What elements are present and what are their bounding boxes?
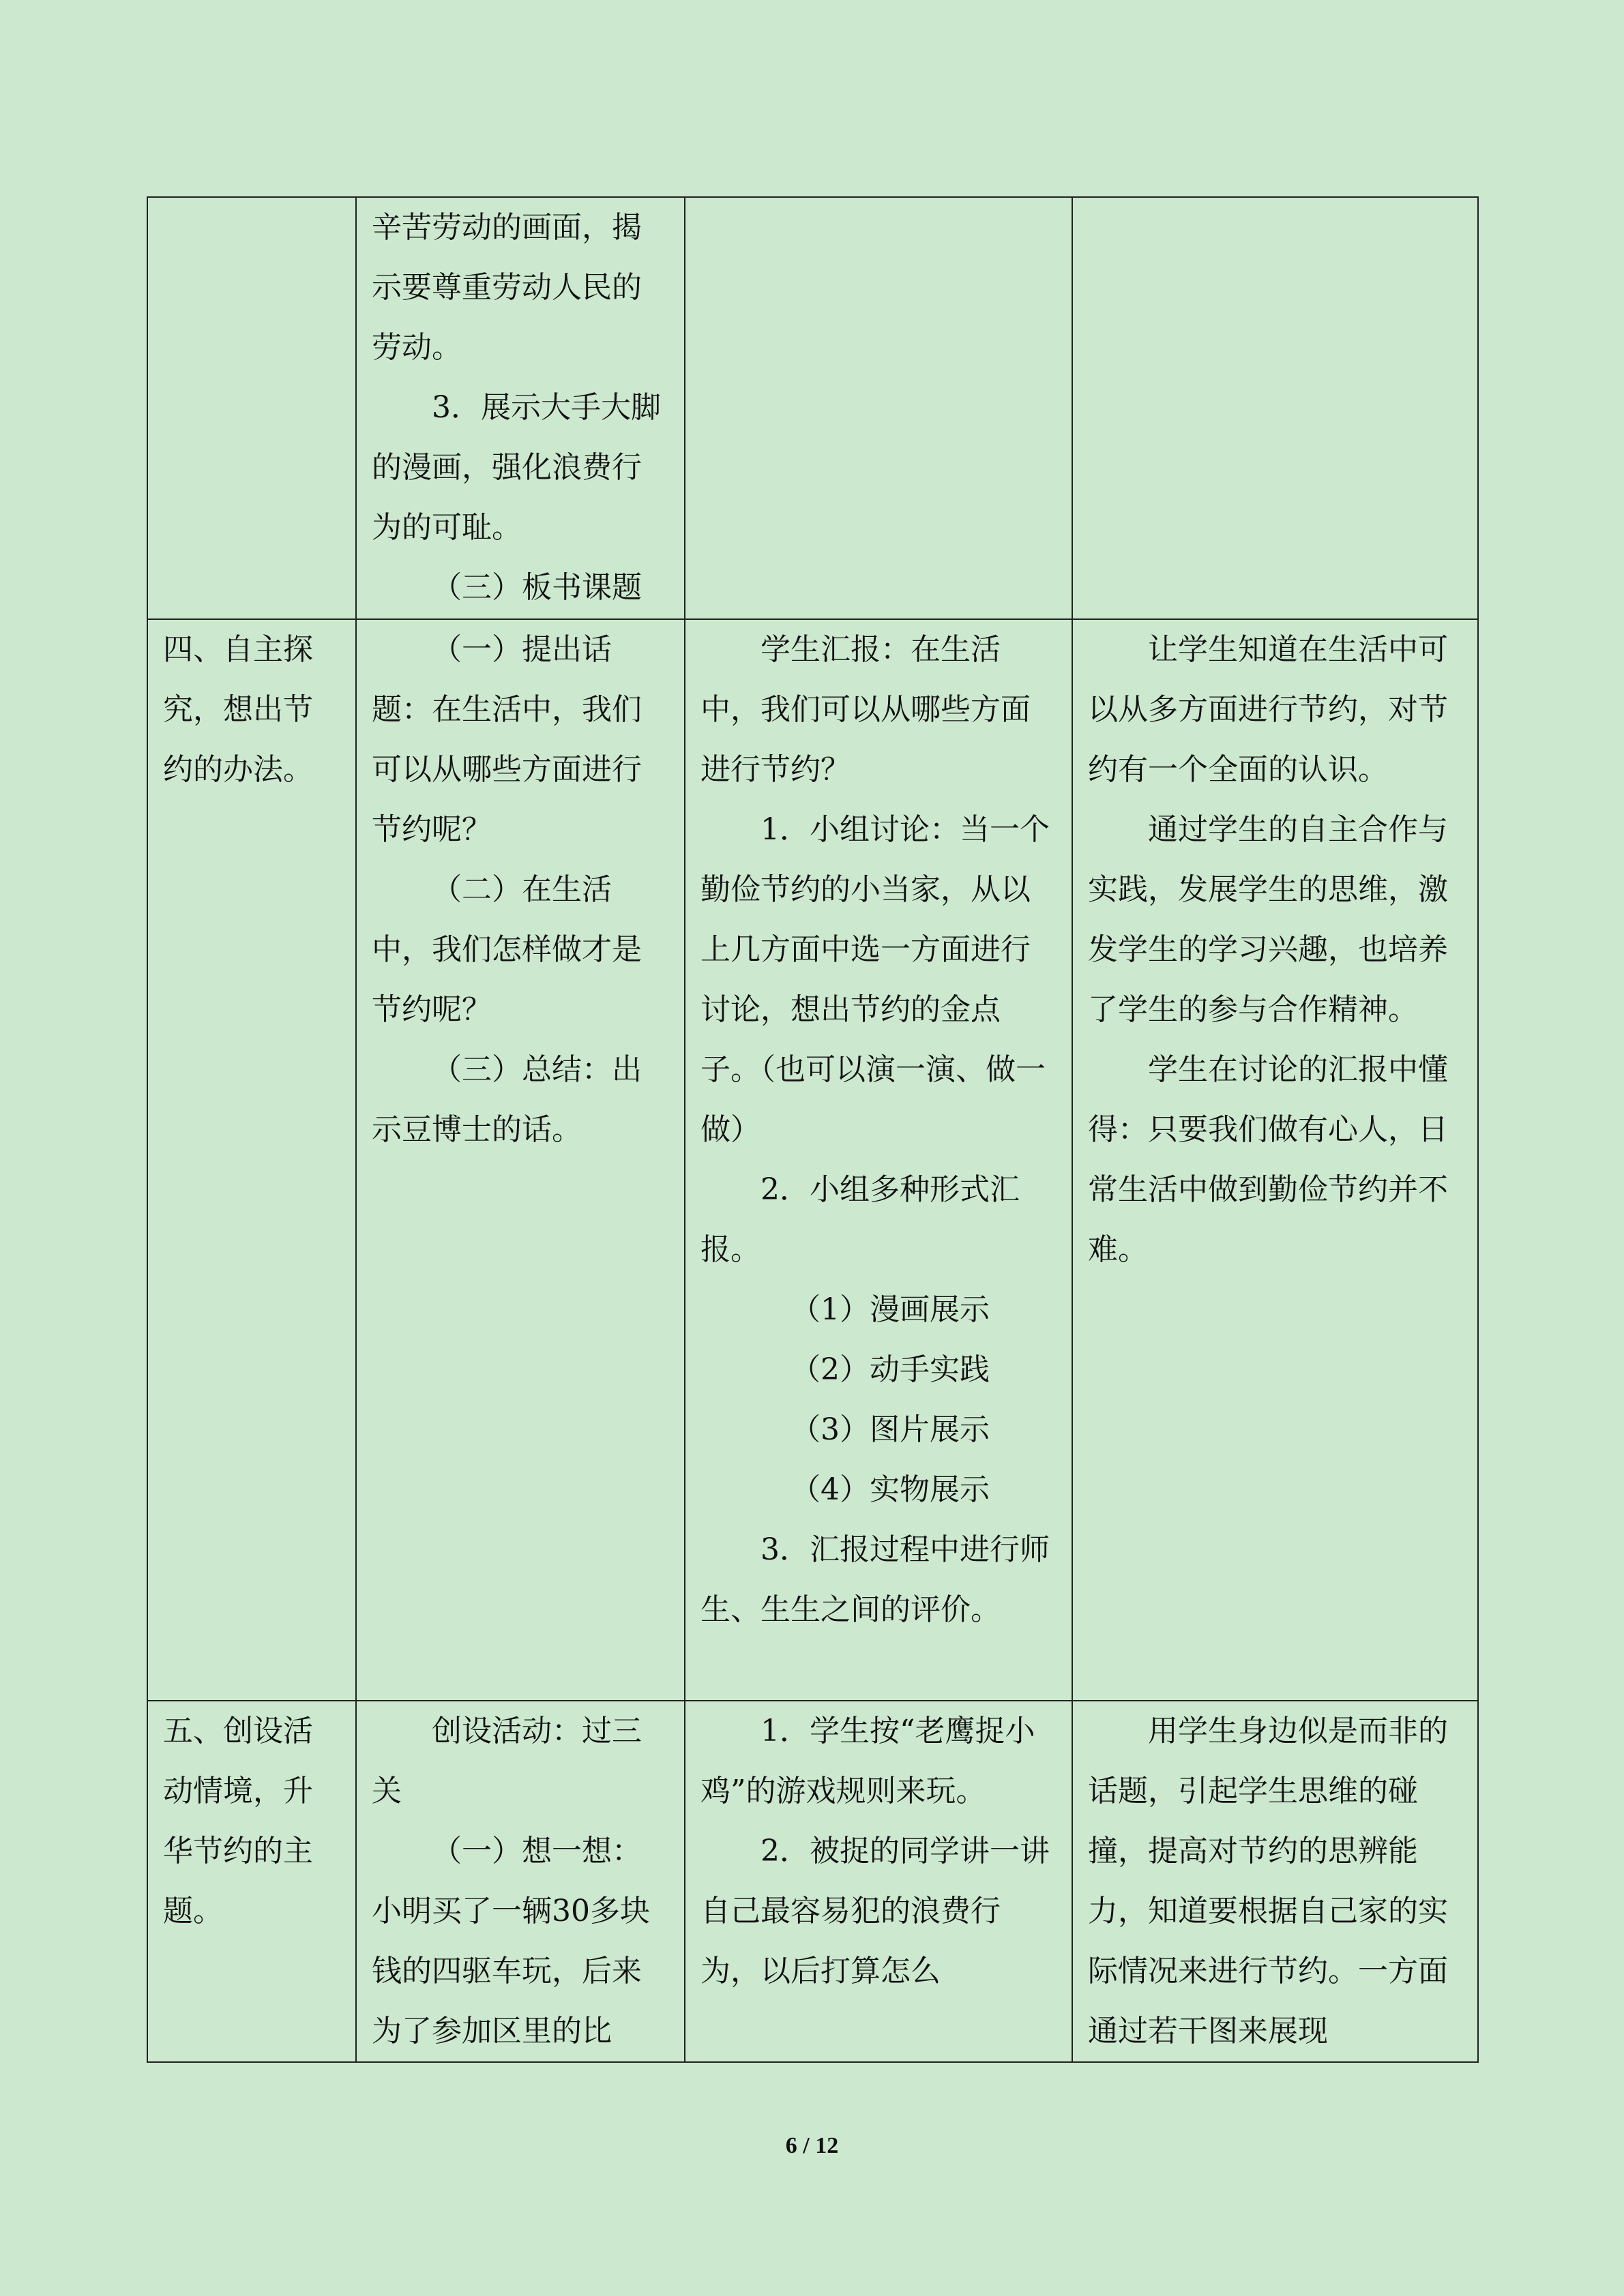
table-row [147, 1701, 1478, 2062]
list-item: （3）图片展示 [791, 1412, 990, 1447]
paragraph: 四、自主探究，想出节约的办法。 [163, 632, 313, 787]
lesson-plan-table [147, 196, 1479, 2063]
paragraph: 1．学生按“老鹰捉小鸡”的游戏规则来玩。 [700, 1714, 1035, 1808]
page-number: 6 / 12 [785, 2133, 839, 2158]
paragraph: （一）提出话题：在生活中，我们可以从哪些方面进行节约呢？ [372, 632, 642, 847]
list-item: （4）实物展示 [791, 1472, 990, 1507]
stage-cell [147, 1701, 356, 2062]
teacher-activity-cell [356, 1701, 685, 2062]
paragraph: 创设活动：过三关 [372, 1714, 642, 1808]
paragraph: 1．小组讨论：当一个勤俭节约的小当家，从以上几方面中选一方面进行讨论，想出节约的金点子。（也可以演一演、做一做） [700, 812, 1050, 1147]
paragraph: 3．汇报过程中进行师生、生生之间的评价。 [700, 1532, 1050, 1627]
teacher-activity-cell [356, 619, 685, 1701]
student-activity-cell [685, 1701, 1072, 2062]
paragraph: 用学生身边似是而非的话题，引起学生思维的碰撞，提高对节约的思辨能力，知道要根据自己家的实际情况来进行节约。一方面通过若干图来展现 [1088, 1714, 1448, 2048]
design-intent-cell [1072, 619, 1478, 1701]
paragraph: 3．展示大手大脚的漫画，强化浪费行为的可耻。 [372, 390, 661, 545]
paragraph: 学生在讨论的汇报中懂得：只要我们做有心人，日常生活中做到勤俭节约并不难。 [1088, 1052, 1448, 1267]
paragraph: 通过学生的自主合作与实践，发展学生的思维，激发学生的学习兴趣，也培养了学生的参与合作精神。 [1088, 812, 1448, 1027]
table-row [147, 197, 1478, 619]
paragraph: 2．被捉的同学讲一讲自己最容易犯的浪费行为，以后打算怎么 [700, 1834, 1050, 1988]
design-intent-cell [1072, 1701, 1478, 2062]
paragraph: （二）在生活中，我们怎样做才是节约呢？ [372, 872, 642, 1027]
paragraph: （一）想一想：小明买了一辆30多块钱的四驱车玩，后来为了参加区里的比 [372, 1834, 650, 2048]
paragraph: 五、创设活动情境，升华节约的主题。 [163, 1714, 313, 1928]
paragraph: 辛苦劳动的画面，揭示要尊重劳动人民的劳动。 [372, 210, 642, 365]
paragraph: 2．小组多种形式汇报。 [700, 1172, 1020, 1267]
list-item: （2）动手实践 [791, 1352, 990, 1387]
paragraph: 学生汇报：在生活中，我们可以从哪些方面进行节约？ [700, 632, 1031, 787]
table-row [147, 619, 1478, 1701]
teacher-activity-cell [356, 197, 685, 619]
design-intent-cell [1072, 197, 1478, 619]
stage-cell [147, 619, 356, 1701]
list-item: （1）漫画展示 [791, 1292, 990, 1327]
student-activity-cell [685, 197, 1072, 619]
stage-cell [147, 197, 356, 619]
student-activity-cell [685, 619, 1072, 1701]
paragraph: 让学生知道在生活中可以从多方面进行节约，对节约有一个全面的认识。 [1088, 632, 1448, 787]
paragraph: （三）总结：出示豆博士的话。 [372, 1052, 642, 1147]
paragraph: （三）板书课题 [432, 570, 642, 605]
